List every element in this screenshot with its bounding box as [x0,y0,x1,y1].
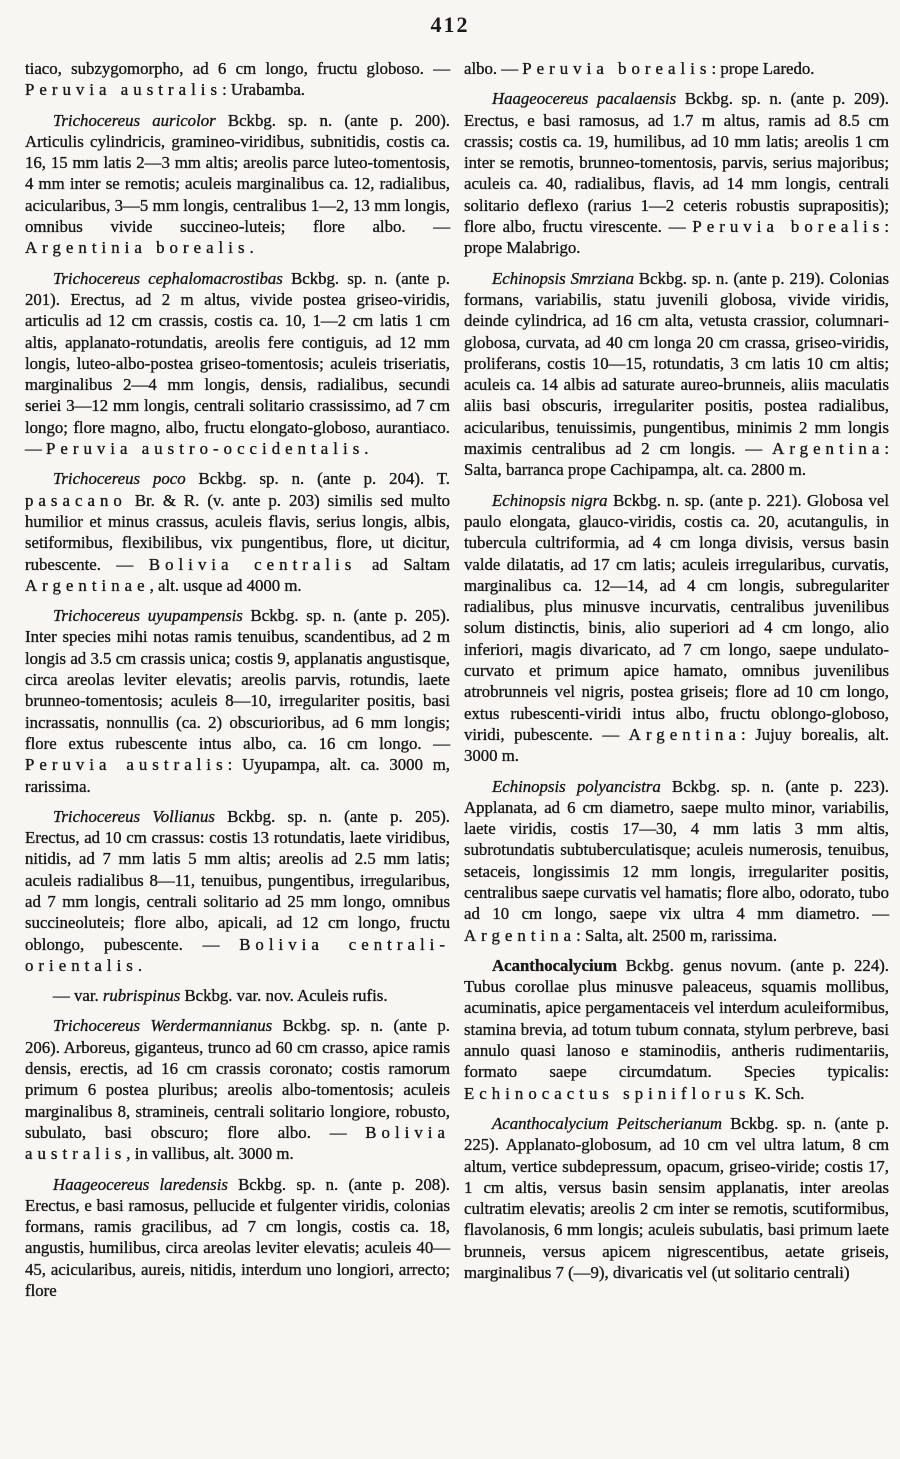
body-text: Bckbg. sp. n. (ante p. 208). Erectus, e basi ramosus, pellucide et fulgenter viridis, colonias formans, ramis gracilibus, ad 7 cm longis, costis ca. 18, angustis, humilibus, circa areolas leviter elevatis; aculeis 40—45, acicularibus, aureis, nitidis, interdum uno longiori, arrecto; flore [25,1174,450,1301]
body-text: tiaco, subzygomorpho, ad 6 cm longo, fructu globoso. — [25,59,450,78]
genus-name: Acanthocalycium [492,955,617,975]
body-text: Bckbg. sp. n. (ante p. 206). Arboreus, giganteus, trunco ad 60 cm crasso, apice ramis densis, erectis, ad 16 cm crassis coronato; costis ramorum primum 6 postea pluribus; areolis albo-tomentosis; aculeis marginalibus 8, stramineis, centrali solitario longiore, robusto, subulato, basi obscuro; flore albo. — [25,1016,450,1142]
locality-text: Peruvia australis [25,80,223,100]
body-text: Br. & R. (v. ante p. 203) similis sed multo humilior et minus crassus, aculeis flavis, serius longis, albis, setiformibus, flexibilibus, vix pungentibus, flore, ut dicitur, rubescente. — [25,490,450,574]
locality-text: Argentina [464,925,577,945]
body-text: Bckbg. n. sp. (ante p. 221). Globosa vel paulo elongata, glauco-viridis, costis ca. 20, acutangulis, in tubercula cultriformia, ad 4 cm longa divisis, versus basin valde dilatatis, ad 17 cm latis; aculeis irregularibus, curvatis, marginalibus ca. 12—14, ad 4 cm longis, subregulariter radialibus, plus minusve incurvatis, centralibus juvenilibus solum distinctis, binis, alio superiori ad 4 cm longo, alio inferiori, magis divaricato, ad 7 cm longo, saepe undulato-curvato et primum apice hamato, omnibus juvenilibus atrobrunneis vel nigris, postea griseis; flore ad 10 cm longo, extus rubescenti-viridi intus albo, fructu oblongo-globoso, viridi, pubescente. — [464,490,889,744]
locality-text: Argentina [772,439,885,459]
paragraph [25,268,450,460]
species-name: Trichocereus poco [53,469,186,489]
species-name: Echinopsis polyancistra [492,776,661,796]
body-text: Bckbg. sp. n. (ante p. 205). Inter species mihi notas ramis tenuibus, scandentibus, ad 2 m longis ad 3.5 cm crassis unica; costis 9, applanatis angustisque, circa areolas leviter elevatis; areolis parvis, rotundis, laete brunneo-tomentosis; aculeis 8—10, irregulariter positis, basi incrassatis, nonnullis (ca. 2) obscurioribus, ad 6 mm longis; flore extus rubescente intus albo, ca. 16 cm longo. — [25,606,451,753]
body-text: : Salta, alt. 2500 m, rarissima. [576,925,778,945]
locality-text: Peruvia australis [25,755,228,775]
paragraph [25,468,450,596]
paragraph [464,58,889,79]
locality-text: Echinocactus spiniflorus [464,1083,751,1103]
body-text: , in vallibus, alt. 3000 m. [126,1144,294,1164]
species-name: Trichocereus uyupampensis [53,606,243,626]
species-name: Echinopsis Smrziana [492,268,634,288]
text-column-right [464,58,889,1301]
locality-text: Peruvia borealis [522,59,712,78]
species-name: Trichocereus Werdermannianus [53,1016,273,1036]
species-name: Haageocereus pacalaensis [492,89,677,109]
body-text: , alt. usque ad 4000 m. [149,575,302,595]
paragraph [25,58,450,101]
body-text: . [364,439,369,459]
species-name: rubrispinus [102,986,181,1006]
page-number: 412 [430,12,470,37]
body-text: Bckbg. sp. n. (ante p. 225). Applanato-globosum, ad 10 cm vel ultra latum, 8 cm altum, vertice subdepressum, opacum, griseo-viride; costis 17, 1 cm altis, versus basin sensim applanatis, inter areolas cultratim elevatis; areolis 2 cm inter se remotis, scutiformibus, flavolanosis, 6 mm longis; aculeis subulatis, basi primum laete brunneis, versus apicem nigrescentibus, aetate griseis, marginalibus 7 (—9), divaricatis vel (ut solitario centrali) [464,1113,890,1283]
body-text: Bckbg. var. nov. Aculeis rufis. [180,986,388,1006]
species-name: Trichocereus auricolor [53,110,216,130]
body-text: . [137,955,143,975]
paragraph [25,110,450,259]
text-column-left [25,58,450,1301]
body-text: : prope Malabrigo. [464,217,889,258]
locality-text: Bolivia centralis [148,554,357,574]
species-name: Acanthocalycium Peitscherianum [492,1113,723,1133]
paragraph [464,490,889,767]
locality-text: Argentina [628,724,741,744]
body-text: Bckbg. sp. n. (ante p. 219). Colonias formans, variabilis, statu juvenili globosa, vivide viridis, deinde cylindrica, ad 16 cm alta, vetusta crassior, columnari-globosa, curvata, ad 40 cm longa 20 cm crassa, griseo-viridis, proliferans, costis 10—15, rotundatis, 3 cm latis 10 cm altis; aculeis ca. 14 albis ad saturate aureo-brunneis, aliis maculatis aliis basi obscuris, irregulariter positis, postea radialibus, acicularibus, tenuissimis, pungentibus, minimis 2 mm longis maximis centralibus ad 2 cm longis. — [464,268,890,459]
body-text: K. Sch. [750,1083,805,1103]
paragraph [25,1015,450,1164]
body-text: : prope Laredo. [711,59,815,78]
locality-text: pasacano [25,490,127,510]
body-text: : Urabamba. [222,80,306,100]
body-text: Bckbg. sp. n. (ante p. 204). T. [185,469,450,489]
species-name: Haageocereus laredensis [53,1174,228,1194]
paragraph [25,605,450,797]
locality-text: Argentinae [25,575,150,595]
body-text: Bckbg. sp. n. (ante p. 209). Erectus, e basi ramosus, ad 1.7 m altus, ramis ad 8.5 cm crassis; costis ca. 19, humilibus, ad 10 mm latis; areolis 1 cm inter se remotis, brunneo-tomentosis, parvis, serius majoribus; aculeis ca. 40, radialibus, flavis, ad 14 mm longis, centrali solitario deflexo (rarius 1—2 ceteris robustis suprapositis); flore albo, fructu virescente. — [464,89,889,237]
species-name: Trichocereus Vollianus [53,806,215,826]
paragraph [464,268,889,481]
locality-text: Bolivia centrali-orientalis [25,934,450,975]
body-text: Bckbg. sp. n. (ante p. 201). Erectus, ad 2 m altus, vivide postea griseo-viridis, articulis ad 12 cm crassis, costis ca. 10, 1—2 cm latis 1 cm altis, applanato-rotundatis, areolis fere contiguis, ad 12 mm longis, luteo-albo-postea griseo-tomentosis; aculeis triseriatis, marginalibus 2—4 mm longis, densis, radialibus, secundi seriei 3—12 mm longis, centrali solitario crassissimo, ad 7 cm longo; flore magno, albo, fructu elongato-globoso, aurantiaco. — [25,268,451,459]
locality-text: Argentinia borealis [25,238,250,258]
text-columns [25,58,889,1301]
body-text: — var. [53,986,103,1006]
body-text: . [249,238,254,258]
species-name: Echinopsis nigra [492,490,608,510]
paragraph [25,806,450,976]
body-text: Bckbg. sp. n. (ante p. 205). Erectus, ad 10 cm crassus: costis 13 rotundatis, laete viridibus, nitidis, ad 7 mm latis 5 mm altis; areolis ad 2.5 mm latis; aculeis radialibus 8—11, tenuibus, pungentibus, irregularibus, ad 7 mm longis, centrali solitario ad 25 mm longo, omnibus succineoluteis; flore albo, apicali, ad 12 cm longo, fructu oblongo, pubescente. — [25,806,451,954]
body-text: Bckbg. sp. n. (ante p. 223). Applanata, ad 6 cm diametro, saepe multo minor, variabilis, laete viridis, costis 17—30, 4 mm latis 3 mm altis, subrotundatis subtuberculatisque; aculeis numerosis, tenuibus, setaceis, longissimis 12 mm longis, irregulariter positis, centralibus saepe curvatis vel hamatis; flore albo, odorato, tubo ad 10 cm longo, saepe vix ultra 4 mm diametro. — [464,776,889,924]
paragraph [464,88,889,258]
locality-text: Bolivia australis [25,1122,450,1164]
species-name: Trichocereus cephalomacrostibas [53,268,283,288]
locality-text: Peruvia borealis [692,217,885,237]
paragraph [464,1113,889,1283]
paragraph [464,955,889,1104]
paragraph [25,1174,450,1302]
paragraph [464,776,889,946]
body-text: Bckbg. sp. n. (ante p. 200). Articulis cylindricis, gramineo-viridibus, subnitidis, costis ca. 16, 15 mm latis 2—3 mm altis; areolis parce luteo-tomentosis, 4 mm inter se remotis; aculeis marginalibus ca. 12, radialibus, acicularibus, 3—5 mm longis, centralibus 1—2, 13 mm longis, omnibus vivide succineo-luteis; flore albo. — [25,110,450,237]
paragraph [25,985,450,1006]
body-text: albo. — [464,59,523,78]
body-text: : Jujuy borealis, alt. 3000 m. [464,724,889,766]
body-text: : Uyupampa, alt. ca. 3000 m, rarissima. [25,755,451,796]
body-text: Bckbg. genus novum. (ante p. 224). Tubus corollae plus minusve paleaceus, squamis mollibus, acuminatis, apice pergamentaceis vel interdum aculeiformibus, stamina brevia, ad totum tubum connata, stylum perbreve, basi annulo quasi lanoso e staminodiis, antheris rudimentariis, formato saepe circumdatum. Species typicalis: [464,955,889,1082]
locality-text: Peruvia austro-occidentalis [45,439,365,459]
body-text: : Salta, barranca prope Cachipampa, alt. ca. 2800 m. [464,439,889,480]
body-text: ad Saltam [356,554,450,574]
